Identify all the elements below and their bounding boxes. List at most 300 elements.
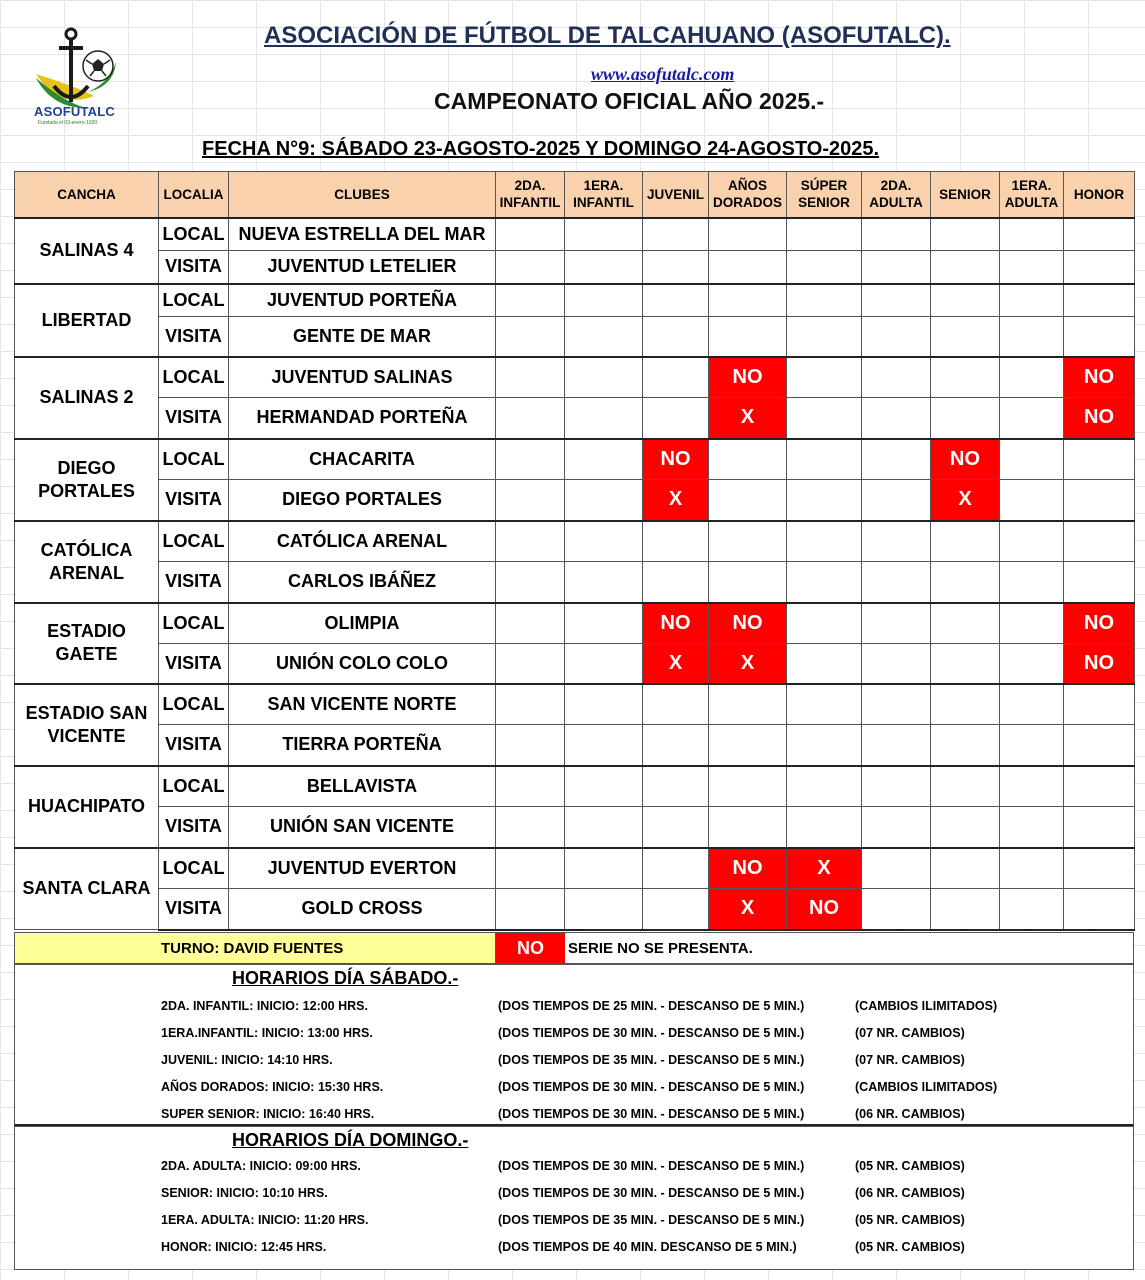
category-cell [862, 398, 931, 439]
category-cell [496, 603, 565, 644]
category-cell [787, 251, 862, 284]
category-cell [862, 251, 931, 284]
category-cell [1064, 218, 1135, 251]
category-cell [787, 317, 862, 357]
header-category: 1ERA. INFANTIL [565, 172, 643, 218]
category-cell [1064, 480, 1135, 521]
category-cell [565, 439, 643, 480]
table-row [15, 848, 1135, 889]
table-row [15, 284, 1135, 317]
localia-cell: LOCAL [159, 284, 229, 317]
category-cell [787, 439, 862, 480]
category-cell [1000, 251, 1064, 284]
category-cell [643, 317, 709, 357]
status-mark-cell: X [787, 848, 862, 889]
schedule-changes: (06 NR. CAMBIOS) [855, 1186, 965, 1200]
cancha-cell [15, 521, 159, 603]
club-cell: GENTE DE MAR [229, 317, 496, 357]
schedule-category: JUVENIL: INICIO: 14:10 HRS. [161, 1053, 333, 1067]
table-row [15, 766, 1135, 807]
category-cell [709, 480, 787, 521]
localia-cell: VISITA [159, 251, 229, 284]
localia-cell: LOCAL [159, 521, 229, 562]
schedule-times: (DOS TIEMPOS DE 30 MIN. - DESCANSO DE 5 MIN.) [498, 1026, 805, 1040]
schedule-changes: (06 NR. CAMBIOS) [855, 1107, 965, 1121]
table-row [15, 357, 1135, 398]
match-group [15, 218, 1135, 284]
header-category: HONOR [1064, 172, 1135, 218]
category-cell [643, 766, 709, 807]
category-cell [787, 480, 862, 521]
cancha-name: SALINAS 2 [39, 387, 134, 407]
category-cell [643, 251, 709, 284]
category-cell [709, 218, 787, 251]
category-cell [709, 284, 787, 317]
match-group [15, 439, 1135, 521]
category-cell [862, 725, 931, 766]
schedule-row [15, 1206, 1133, 1233]
category-cell [862, 889, 931, 930]
category-cell [496, 562, 565, 603]
category-cell [709, 521, 787, 562]
schedule-row [15, 1046, 1133, 1073]
cancha-name: ESTADIO [47, 621, 126, 641]
category-cell [643, 848, 709, 889]
category-cell [565, 521, 643, 562]
status-mark-cell: NO [709, 848, 787, 889]
category-cell [787, 807, 862, 848]
table-row [15, 521, 1135, 562]
category-cell [1000, 684, 1064, 725]
status-mark-cell: X [931, 480, 1000, 521]
localia-cell: LOCAL [159, 218, 229, 251]
category-cell [931, 398, 1000, 439]
category-cell [931, 766, 1000, 807]
category-cell [862, 284, 931, 317]
cancha-cell [15, 218, 159, 284]
match-group [15, 766, 1135, 848]
table-row [15, 684, 1135, 725]
category-cell [565, 480, 643, 521]
match-group [15, 603, 1135, 684]
category-cell [862, 357, 931, 398]
category-cell [1000, 766, 1064, 807]
category-cell [862, 439, 931, 480]
schedule-times: (DOS TIEMPOS DE 40 MIN. DESCANSO DE 5 MIN.) [498, 1240, 797, 1254]
category-cell [931, 889, 1000, 930]
cancha-name: LIBERTAD [41, 309, 132, 330]
status-mark-cell: X [709, 889, 787, 930]
cancha-name: CATÓLICA [40, 539, 133, 560]
category-cell [565, 889, 643, 930]
category-cell [709, 251, 787, 284]
localia-cell: VISITA [159, 644, 229, 684]
cancha-name: GAETE [55, 644, 118, 664]
category-cell [1000, 317, 1064, 357]
category-cell [862, 644, 931, 684]
table-row [15, 562, 1135, 603]
status-mark-cell: NO [709, 603, 787, 644]
category-cell [931, 284, 1000, 317]
category-cell [709, 725, 787, 766]
category-cell [496, 317, 565, 357]
championship-title: CAMPEONATO OFICIAL AÑO 2025.- [434, 88, 825, 114]
category-cell [1064, 251, 1135, 284]
category-cell [1064, 848, 1135, 889]
status-mark-cell: NO [1064, 357, 1135, 398]
category-cell [643, 807, 709, 848]
status-mark-cell: NO [709, 357, 787, 398]
header-category: 2DA. INFANTIL [496, 172, 565, 218]
sunday-title: HORARIOS DÍA DOMINGO.- [232, 1130, 469, 1150]
cancha-cell [15, 848, 159, 930]
table-row [15, 603, 1135, 644]
logo-founded: Fundada el 03-enero-1920 [38, 120, 98, 126]
round-date-title: FECHA N°9: SÁBADO 23-AGOSTO-2025 Y DOMINGO 24-AGOSTO-2025. [202, 138, 880, 160]
category-cell [931, 218, 1000, 251]
category-cell [1000, 439, 1064, 480]
category-cell [496, 889, 565, 930]
header-clubes: CLUBES [229, 172, 496, 218]
club-cell: UNIÓN SAN VICENTE [229, 807, 496, 848]
category-cell [1064, 725, 1135, 766]
category-cell [1064, 284, 1135, 317]
club-cell: BELLAVISTA [229, 766, 496, 807]
category-cell [931, 644, 1000, 684]
localia-cell: LOCAL [159, 357, 229, 398]
status-mark-cell: X [709, 398, 787, 439]
category-cell [709, 439, 787, 480]
category-cell [862, 521, 931, 562]
schedule-row [15, 1179, 1133, 1206]
category-cell [643, 284, 709, 317]
table-row [15, 725, 1135, 766]
schedule-row [15, 992, 1133, 1019]
category-cell [565, 725, 643, 766]
category-cell [1064, 317, 1135, 357]
localia-cell: VISITA [159, 480, 229, 521]
category-cell [1064, 521, 1135, 562]
schedule-category: AÑOS DORADOS: INICIO: 15:30 HRS. [161, 1080, 384, 1094]
schedule-times: (DOS TIEMPOS DE 30 MIN. - DESCANSO DE 5 MIN.) [498, 1080, 805, 1094]
category-cell [862, 766, 931, 807]
schedule-category: 1ERA.INFANTIL: INICIO: 13:00 HRS. [161, 1026, 373, 1040]
category-cell [1000, 848, 1064, 889]
category-cell [496, 218, 565, 251]
category-cell [565, 251, 643, 284]
category-cell [496, 521, 565, 562]
status-mark-cell: X [643, 480, 709, 521]
category-cell [862, 807, 931, 848]
category-cell [643, 357, 709, 398]
category-cell [862, 218, 931, 251]
category-cell [643, 562, 709, 603]
category-cell [496, 848, 565, 889]
cancha-cell [15, 439, 159, 521]
category-cell [862, 480, 931, 521]
category-cell [709, 807, 787, 848]
cancha-name: ESTADIO SAN [25, 702, 148, 723]
localia-cell: LOCAL [159, 848, 229, 889]
cancha-cell [15, 284, 159, 357]
category-cell [565, 807, 643, 848]
table-row [15, 251, 1135, 284]
turno-row [14, 932, 1134, 964]
category-cell [565, 398, 643, 439]
category-cell [931, 317, 1000, 357]
category-cell [1000, 398, 1064, 439]
category-cell [643, 218, 709, 251]
category-cell [1064, 439, 1135, 480]
schedule-category: 2DA. ADULTA: INICIO: 09:00 HRS. [161, 1159, 361, 1173]
category-cell [787, 357, 862, 398]
status-mark-cell: NO [1064, 398, 1135, 439]
category-cell [862, 603, 931, 644]
schedule-changes: (CAMBIOS ILIMITADOS) [855, 1080, 998, 1094]
category-cell [1064, 562, 1135, 603]
category-cell [862, 684, 931, 725]
cancha-cell [15, 357, 159, 439]
category-cell [787, 684, 862, 725]
schedule-row [15, 1019, 1133, 1046]
schedule-row [15, 1073, 1133, 1100]
status-mark-cell: NO [1064, 603, 1135, 644]
category-cell [565, 218, 643, 251]
category-cell [496, 725, 565, 766]
cancha-name: DIEGO [57, 457, 116, 478]
category-cell [787, 766, 862, 807]
status-mark-cell: X [643, 644, 709, 684]
club-cell: JUVENTUD EVERTON [229, 848, 496, 889]
logo-wordmark: ASOFUTALC [34, 104, 115, 119]
category-cell [565, 357, 643, 398]
header-category: SENIOR [931, 172, 1000, 218]
status-mark-cell: X [709, 644, 787, 684]
club-cell: DIEGO PORTALES [229, 480, 496, 521]
category-cell [643, 684, 709, 725]
schedule-changes: (05 NR. CAMBIOS) [855, 1240, 965, 1254]
category-cell [565, 562, 643, 603]
status-mark-cell: NO [643, 439, 709, 480]
category-cell [709, 766, 787, 807]
category-cell [931, 357, 1000, 398]
schedule-changes: (07 NR. CAMBIOS) [855, 1053, 965, 1067]
category-cell [1000, 603, 1064, 644]
cancha-name: ARENAL [49, 562, 124, 583]
category-cell [931, 603, 1000, 644]
cancha-cell [15, 766, 159, 848]
website-link[interactable]: www.asofutalc.com [591, 64, 735, 84]
category-cell [496, 684, 565, 725]
club-cell: HERMANDAD PORTEÑA [229, 398, 496, 439]
category-cell [787, 562, 862, 603]
status-mark-cell: NO [787, 889, 862, 930]
category-cell [1000, 644, 1064, 684]
category-cell [787, 218, 862, 251]
category-cell [565, 603, 643, 644]
schedule-category: SENIOR: INICIO: 10:10 HRS. [161, 1186, 328, 1200]
saturday-schedule [14, 964, 1134, 1126]
category-cell [643, 398, 709, 439]
schedule-times: (DOS TIEMPOS DE 30 MIN. - DESCANSO DE 5 MIN.) [498, 1107, 805, 1121]
category-cell [643, 889, 709, 930]
category-cell [931, 562, 1000, 603]
category-cell [565, 848, 643, 889]
header-category: JUVENIL [643, 172, 709, 218]
schedule-category: 2DA. INFANTIL: INICIO: 12:00 HRS. [161, 999, 368, 1013]
status-mark-cell: NO [931, 439, 1000, 480]
category-cell [931, 848, 1000, 889]
category-cell [643, 521, 709, 562]
schedule-row [15, 1152, 1133, 1179]
club-cell: CHACARITA [229, 439, 496, 480]
category-cell [1000, 521, 1064, 562]
category-cell [1000, 807, 1064, 848]
schedule-times: (DOS TIEMPOS DE 35 MIN. - DESCANSO DE 5 MIN.) [498, 1053, 805, 1067]
table-row [15, 889, 1135, 930]
schedule-changes: (07 NR. CAMBIOS) [855, 1026, 965, 1040]
category-cell [643, 725, 709, 766]
cancha-name: HUACHIPATO [28, 796, 145, 816]
localia-cell: VISITA [159, 889, 229, 930]
cancha-name: SANTA CLARA [22, 878, 151, 899]
category-cell [931, 251, 1000, 284]
category-cell [565, 284, 643, 317]
category-cell [496, 439, 565, 480]
category-cell [709, 562, 787, 603]
fixture-table [14, 171, 1135, 931]
category-cell [931, 684, 1000, 725]
category-cell [787, 398, 862, 439]
category-cell [931, 725, 1000, 766]
club-cell: NUEVA ESTRELLA DEL MAR [229, 218, 496, 251]
category-cell [496, 398, 565, 439]
header-cancha: CANCHA [15, 172, 159, 218]
category-cell [787, 521, 862, 562]
category-cell [709, 317, 787, 357]
turno-cell [15, 933, 496, 963]
category-cell [1000, 562, 1064, 603]
schedule-times: (DOS TIEMPOS DE 30 MIN. - DESCANSO DE 5 MIN.) [498, 1186, 805, 1200]
category-cell [787, 603, 862, 644]
category-cell [496, 766, 565, 807]
schedule-category: SUPER SENIOR: INICIO: 16:40 HRS. [161, 1107, 375, 1121]
category-cell [1000, 725, 1064, 766]
header-category: AÑOS DORADOS [709, 172, 787, 218]
category-cell [787, 644, 862, 684]
club-cell: JUVENTUD PORTEÑA [229, 284, 496, 317]
header-category: SÚPER SENIOR [787, 172, 862, 218]
table-row [15, 398, 1135, 439]
header-localia: LOCALIA [159, 172, 229, 218]
match-group [15, 848, 1135, 930]
schedule-times: (DOS TIEMPOS DE 30 MIN. - DESCANSO DE 5 MIN.) [498, 1159, 805, 1173]
club-cell: JUVENTUD SALINAS [229, 357, 496, 398]
match-group [15, 684, 1135, 766]
saturday-title: HORARIOS DÍA SÁBADO.- [232, 968, 459, 988]
category-cell [709, 684, 787, 725]
schedule-category: HONOR: INICIO: 12:45 HRS. [161, 1240, 327, 1254]
category-cell [787, 284, 862, 317]
localia-cell: VISITA [159, 317, 229, 357]
club-cell: TIERRA PORTEÑA [229, 725, 496, 766]
table-row [15, 480, 1135, 521]
table-row [15, 807, 1135, 848]
category-cell [565, 317, 643, 357]
category-cell [1064, 684, 1135, 725]
category-cell [565, 644, 643, 684]
status-mark-cell: NO [643, 603, 709, 644]
table-row [15, 218, 1135, 251]
legend-text: SERIE NO SE PRESENTA. [568, 940, 753, 957]
category-cell [565, 766, 643, 807]
club-cell: SAN VICENTE NORTE [229, 684, 496, 725]
match-group [15, 357, 1135, 439]
cancha-name: SALINAS 4 [39, 240, 134, 260]
localia-cell: VISITA [159, 807, 229, 848]
schedule-changes: (05 NR. CAMBIOS) [855, 1159, 965, 1173]
legend-no-mark: NO [496, 933, 565, 963]
localia-cell: VISITA [159, 725, 229, 766]
category-cell [496, 807, 565, 848]
category-cell [862, 562, 931, 603]
cancha-name: VICENTE [47, 725, 126, 746]
category-cell [1064, 766, 1135, 807]
cancha-name: PORTALES [38, 480, 135, 501]
schedule-changes: (CAMBIOS ILIMITADOS) [855, 999, 998, 1013]
match-group [15, 521, 1135, 603]
club-cell: GOLD CROSS [229, 889, 496, 930]
localia-cell: LOCAL [159, 684, 229, 725]
category-cell [496, 480, 565, 521]
schedule-category: 1ERA. ADULTA: INICIO: 11:20 HRS. [161, 1213, 369, 1227]
category-cell [931, 807, 1000, 848]
turno-text: TURNO: DAVID FUENTES [161, 940, 344, 957]
schedule-row [15, 1233, 1133, 1260]
localia-cell: VISITA [159, 562, 229, 603]
category-cell [787, 725, 862, 766]
category-cell [1000, 284, 1064, 317]
club-cell: OLIMPIA [229, 603, 496, 644]
header-category: 1ERA. ADULTA [1000, 172, 1064, 218]
organization-title: ASOCIACIÓN DE FÚTBOL DE TALCAHUANO (ASOFUTALC). [264, 22, 951, 49]
category-cell [1000, 480, 1064, 521]
sunday-schedule [14, 1126, 1134, 1270]
match-group [15, 284, 1135, 357]
table-header-row [15, 172, 1135, 218]
schedule-row [15, 1100, 1133, 1127]
category-cell [1000, 218, 1064, 251]
category-cell [931, 521, 1000, 562]
category-cell [496, 644, 565, 684]
table-row [15, 644, 1135, 684]
cancha-cell [15, 603, 159, 684]
localia-cell: VISITA [159, 398, 229, 439]
category-cell [496, 357, 565, 398]
club-cell: UNIÓN COLO COLO [229, 644, 496, 684]
club-cell: CARLOS IBÁÑEZ [229, 562, 496, 603]
category-cell [862, 848, 931, 889]
category-cell [862, 317, 931, 357]
category-cell [565, 684, 643, 725]
category-cell [496, 284, 565, 317]
header-category: 2DA. ADULTA [862, 172, 931, 218]
category-cell [1064, 807, 1135, 848]
schedule-times: (DOS TIEMPOS DE 35 MIN. - DESCANSO DE 5 MIN.) [498, 1213, 805, 1227]
club-cell: CATÓLICA ARENAL [229, 521, 496, 562]
club-cell: JUVENTUD LETELIER [229, 251, 496, 284]
localia-cell: LOCAL [159, 603, 229, 644]
